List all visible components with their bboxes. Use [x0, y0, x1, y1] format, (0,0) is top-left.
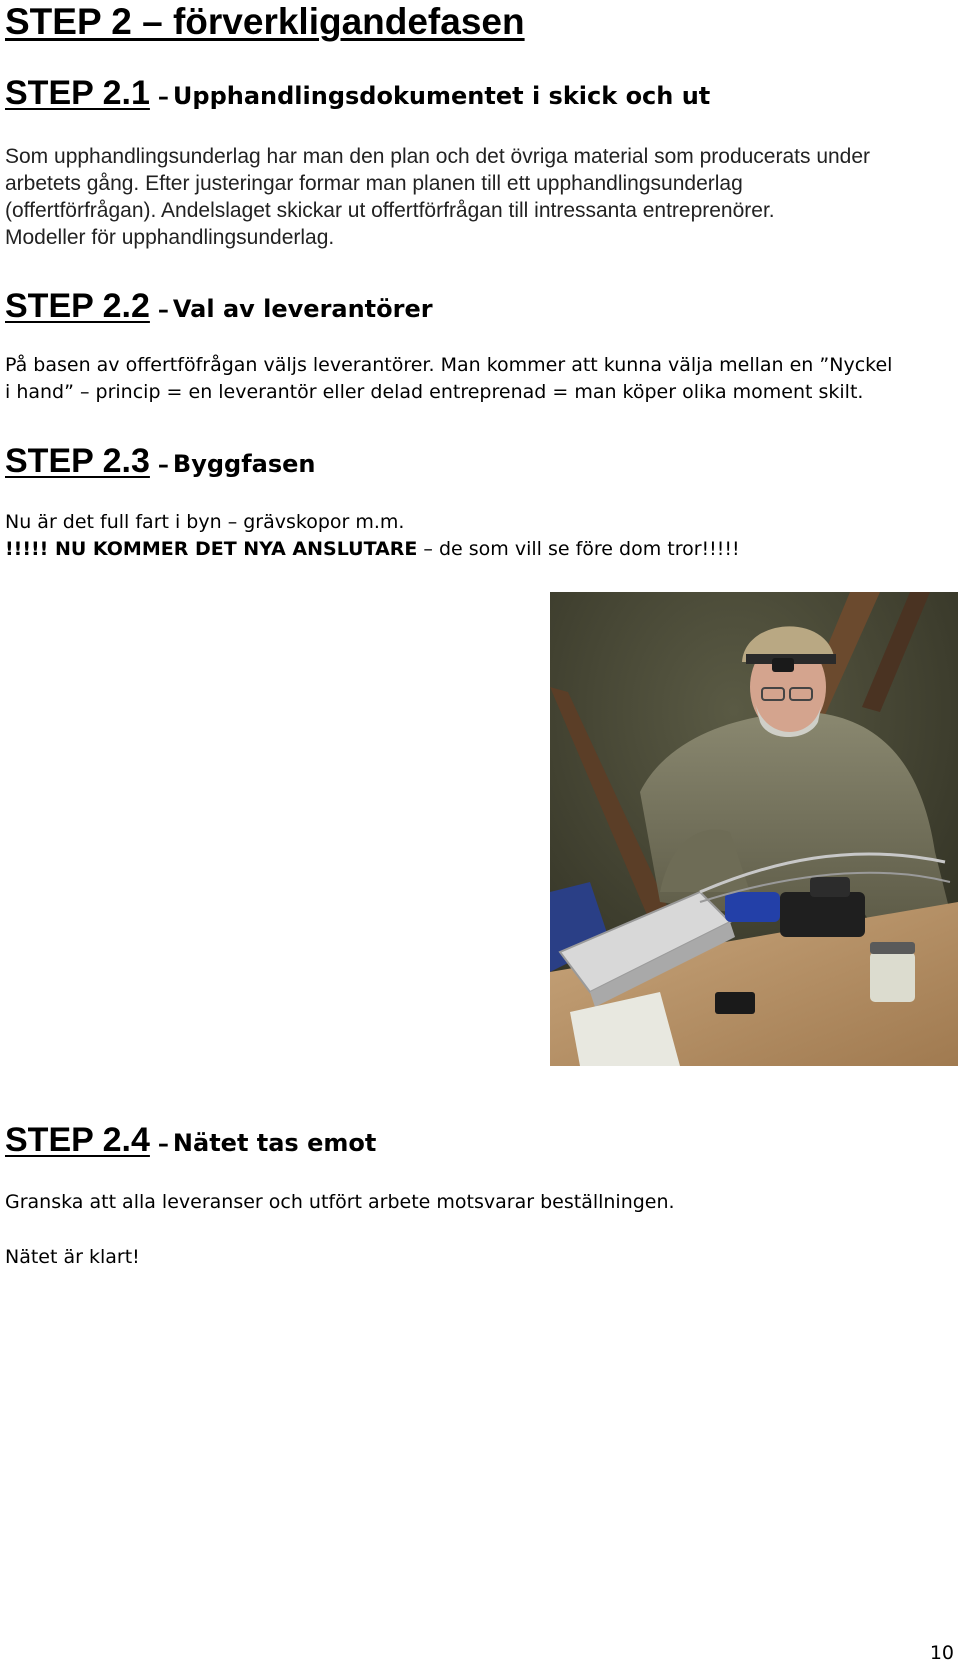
photo-worker-splicing-fiber: [550, 592, 958, 1066]
step-2-2-heading: STEP 2.2 – Val av leverantörer: [5, 287, 433, 325]
step-2-1-heading: STEP 2.1 – Upphandlingsdokumentet i skick och ut: [5, 74, 711, 112]
page-number: 10: [929, 1642, 954, 1664]
step-2-4-line-2: Nätet är klart!: [5, 1246, 140, 1268]
step-2-3-label: STEP 2.3: [5, 442, 150, 480]
step-2-3-paragraph: Nu är det full fart i byn – grävskopor m.m. !!!!! NU KOMMER DET NYA ANSLUTARE – de som vill se före dom tror!!!!!: [5, 511, 740, 560]
step-2-1-paragraph: Som upphandlingsunderlag har man den plan och det övriga material som producerats under arbetets gång. Efter justeringar formar man planen till ett upphandlingsunderlag (offertförfrågan). Andelslaget skickar ut offertförfrågan till intressanta entreprenörer. Modeller för upphandlingsunderlag.: [5, 145, 871, 249]
step-2-1-label: STEP 2.1: [5, 74, 150, 112]
step-2-3-title: Byggfasen: [172, 450, 316, 478]
step-2-1-title: Upphandlingsdokumentet i skick och ut: [172, 82, 711, 110]
step-2-2-paragraph: På basen av offertföfrågan väljs leverantörer. Man kommer att kunna välja mellan en ”Nyckel i hand” – princip = en leverantör eller delad entreprenad = man köper olika moment skilt.: [5, 354, 893, 403]
new-subscribers-note: !!!!! NU KOMMER DET NYA ANSLUTARE: [5, 538, 418, 560]
step-2-2-label: STEP 2.2: [5, 287, 150, 325]
step-2-4-line-1: Granska att alla leveranser och utfört arbete motsvarar beställningen.: [5, 1191, 675, 1213]
step-2-2-title: Val av leverantörer: [172, 295, 433, 323]
step-2-4-heading: STEP 2.4 – Nätet tas emot: [5, 1121, 377, 1159]
step-2-4-label: STEP 2.4: [5, 1121, 150, 1159]
step-2-3-heading: STEP 2.3 – Byggfasen: [5, 442, 316, 480]
page-heading: STEP 2 – förverkligandefasen: [5, 1, 525, 42]
step-2-4-title: Nätet tas emot: [172, 1129, 377, 1157]
